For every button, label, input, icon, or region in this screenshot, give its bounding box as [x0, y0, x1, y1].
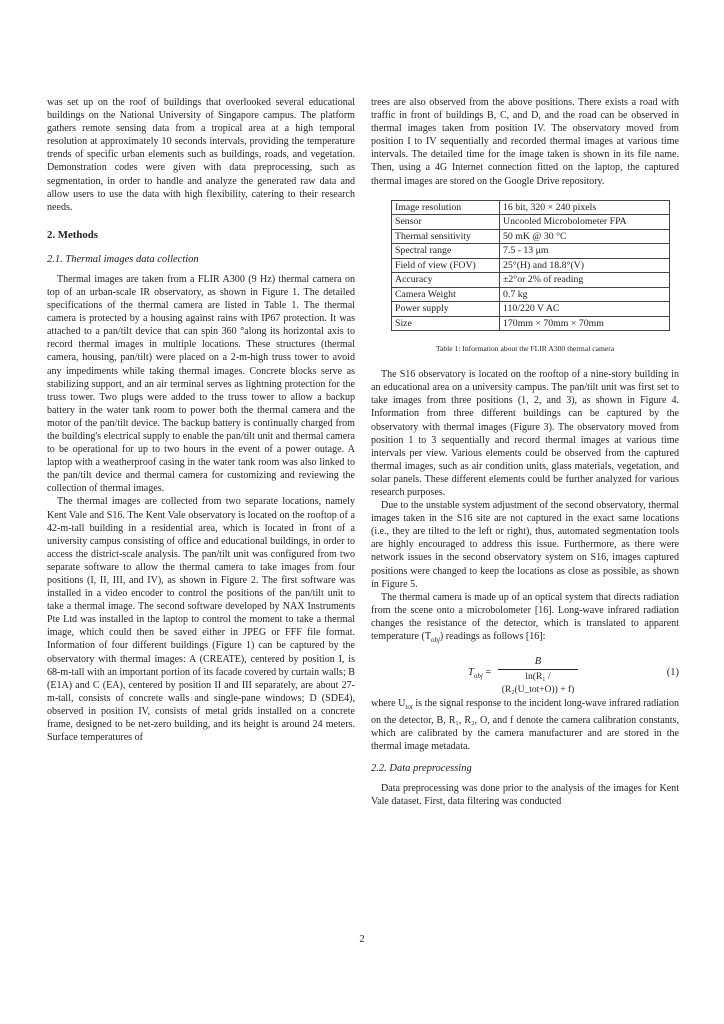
table-row — [392, 302, 670, 317]
paragraph-trees-road: trees are also observed from the above positions. There exists a road with traffic in front of buildings B, C, and D, and the road can be observed in thermal images taken from position IV. The observatory moved from position I to IV sequentially and recorded thermal images at various time intervals. The detailed time for the image taken is shown in its file name. Then, using a 4G Internet connection fitted on the laptop, the captured thermal images are stored on the Google Drive repository. — [371, 97, 679, 187]
paragraph-s16-observatory: The S16 observatory is located on the rooftop of a nine-story building in an educational area on a university campus. The pan/tilt unit was first set to take images from three positions (1, 2, and 3), as shown in Figure 4. Information from three different buildings can be captured by the observatory with thermal images (Figure 3). The observatory moved from position 1 to 3 sequentially and record thermal images at various time intervals per view. Various elements could be observed from the captured thermal images, such as air condition units, glass materials, vegetation, and solar panels. These different elements could be further analyzed for various research purposes. — [371, 369, 679, 498]
table-row — [392, 287, 670, 302]
table-cell-label: Camera Weight — [392, 287, 500, 302]
table-row — [392, 200, 670, 215]
equation-number: (1) — [666, 667, 679, 679]
table-row — [392, 316, 670, 331]
table-cell-value: 0.7 kg — [500, 287, 670, 302]
table-row — [392, 258, 670, 273]
equation-denominator: ln(R₁ / (R₂(U_tot+O)) + f) — [501, 672, 575, 696]
table-row — [392, 215, 670, 230]
fraction-bar — [498, 669, 578, 670]
table-cell-label: Size — [392, 316, 500, 331]
paragraph-where: where $U_{tot}$ is the signal response to the incident long-wave infrared radiation on the detector, B, R₁, R₂, O, and f denote the camera calibration constants, which are calibrated by the camera manufacturer and are stored in the thermal image metadata. — [371, 698, 679, 753]
paragraph-system-adjustment: Due to the unstable system adjustment of the second observatory, thermal images taken in the S16 site are not captured in the exact same locations (i.e., they are tilted to the left or right), thus, automated segmentation tools are highly encouraged to address this issue. Furthermore, as there were network issues in the second observatory system on S16, images captured positions were changed to keep the locations as close as possible, as shown in Figure 5. — [371, 500, 679, 590]
table-row — [392, 229, 670, 244]
table-row — [392, 244, 670, 259]
table-cell-label: Image resolution — [392, 200, 500, 215]
paragraph-thermal-camera-physics: The thermal camera is made up of an optical system that directs radiation from the scene onto a microbolometer [16]. Long-wave infrared radiation changes the resistance of the detector, which is translated to apparent temperature $(T_{obj})$ readings as follows [16]: — [371, 591, 679, 645]
table-cell-label: Field of view (FOV) — [392, 258, 500, 273]
table-cell-label: Power supply — [392, 302, 500, 317]
equation-fraction — [498, 655, 578, 697]
table-cell-label: Spectral range — [392, 244, 500, 259]
table-cell-value: 25°(H) and 18.8°(V) — [500, 258, 670, 273]
left-column — [47, 96, 355, 744]
table-cell-value: 16 bit, 320 × 240 pixels — [500, 200, 670, 215]
table-cell-value: 50 mK @ 30 °C — [500, 229, 670, 244]
table-row — [392, 273, 670, 288]
camera-spec-table — [391, 200, 670, 332]
equation-1 — [371, 653, 679, 696]
equation-lhs: $T_{obj}$ = — [468, 667, 492, 681]
equation-numerator: B — [534, 656, 542, 668]
intro-paragraph: was set up on the roof of buildings that overlooked several educational buildings on the National University of Singapore campus. The platform gathers remote sensing data from a tropical area at a high temporal resolution at approximately 10 seconds intervals, providing the temperature trends of specific urban elements such as buildings, roads, and vegetation. Demonstration codes were given with data preprocessing, such as segmentation, in order to handle and analyze the generated raw data and allow users to use the data with high flexibility, catering to their research needs. — [47, 97, 355, 213]
subsection-heading-preprocessing: 2.2. Data preprocessing — [371, 762, 472, 774]
table-cell-value: Uncooled Microbolometer FPA — [500, 215, 670, 230]
paragraph-locations: The thermal images are collected from two separate locations, namely Kent Vale and S16. The Kent Vale observatory is located on the rooftop of a 42-m-tall building in a residential area, which is located in front of a university campus consisting of office and educational buildings, in order to access the district-scale analysis. The pan/tilt unit was configured from two separate software to allow the thermal camera to take images from four positions (I, II, III, and IV), as shown in Figure 2. The first software was installed in a video encoder to control the positions of the pan/tilt unit to take a thermal image. The second software developed by NAX Instruments Pte Ltd was installed in the laptop to control the moment to take a thermal image, which could then be saved either in JPEG or FFF file format. Information of four different buildings (Figure 1) can be captured by the observatory with thermal images: A (CREATE), centered by position I, is 68-m-tall with an important portion of its facade covered by curtain walls; B (E1A) and C (EA), centered by position II and III separately, are about 27-m-tall, consists of concrete walls and single-pane windows; D (SDE4), observed in position IV, consists of metal grids installed on a concrete frame, designed to be net-zero building, and its height is around 24 meters. Surface temperatures of — [47, 496, 355, 744]
table-caption: Table 1: Information about the FLIR A300 thermal camera — [435, 344, 615, 354]
table-cell-value: ±2°or 2% of reading — [500, 273, 670, 288]
page-number: 2 — [359, 934, 365, 945]
table-cell-label: Accuracy — [392, 273, 500, 288]
table-cell-value: 7.5 - 13 μm — [500, 244, 670, 259]
table-cell-label: Thermal sensitivity — [392, 229, 500, 244]
paragraph-thermal-camera-setup: Thermal images are taken from a FLIR A300 (9 Hz) thermal camera on top of an urban-scale IR observatory, as shown in Figure 1. The detailed specifications of the thermal camera are listed in Table 1. The thermal camera is protected by a housing against rains with IP67 protection. It was attached to a pan/tilt device that can spin 360 °along its horizontal axis to record thermal images in multiple locations. These structures (thermal camera, housing, pan/tilt) were placed on a 2-m-high truss tower to avoid any impediments while taking thermal images. Concrete blocks serve as stabilizing support, and an air terminal serves as lightning protection for the truss tower. Two plugs were added to the truss tower to allow a backup battery in the water tank room to power both the thermal camera and the motor of the pan/tilt device. The backup battery is continually charged from the building's electrical supply to enable the pan/tilt unit and thermal camera to be operational for up to two hours in the event of a power outage. A laptop with a weatherproof casing in the water tank room was also linked to the pan/tilt device and thermal camera for customizing and reviewing the collection of thermal images. — [47, 273, 355, 495]
paragraph-preprocessing: Data preprocessing was done prior to the analysis of the images for Kent Vale dataset. First, data filtering was conducted — [371, 782, 679, 807]
table-cell-value: 170mm × 70mm × 70mm — [500, 316, 670, 331]
table-cell-value: 110/220 V AC — [500, 302, 670, 317]
section-heading-methods: 2. Methods — [47, 228, 98, 241]
subsection-heading-data-collection: 2.1. Thermal images data collection — [47, 253, 199, 265]
table-cell-label: Sensor — [392, 215, 500, 230]
right-column — [371, 96, 679, 808]
